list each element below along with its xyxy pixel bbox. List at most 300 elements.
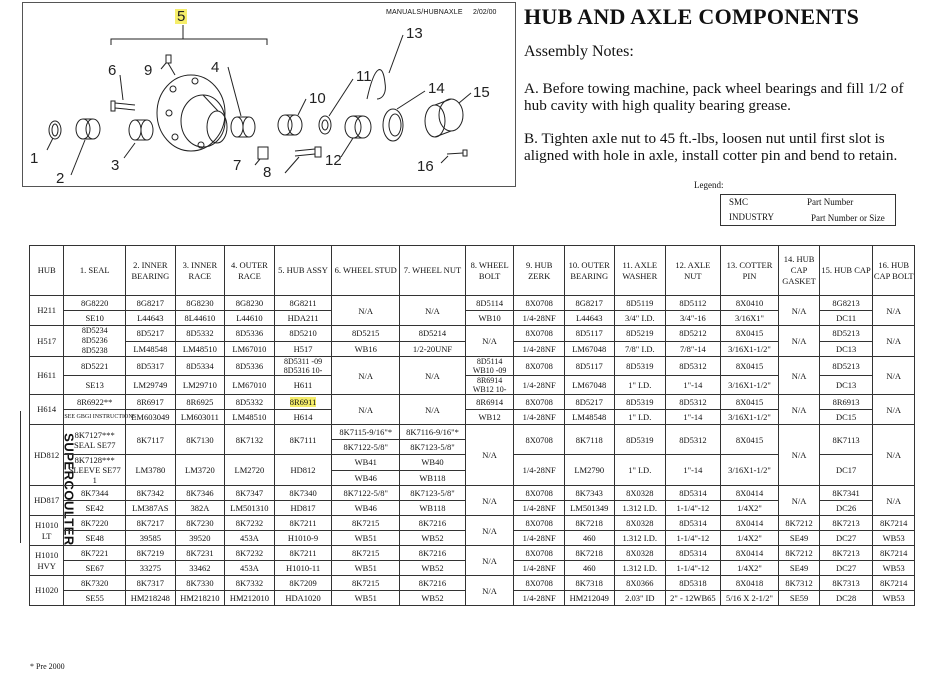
table-cell: 8L44610 xyxy=(175,311,225,326)
table-cell: 8D5312 xyxy=(666,357,721,376)
table-cell: L44643 xyxy=(564,311,614,326)
table-cell: LM67048 xyxy=(564,376,614,395)
table-cell: 1/4-28NF xyxy=(514,341,565,357)
highlighted-part: 8R6911 xyxy=(289,397,317,407)
col-header: 1. SEAL xyxy=(64,246,126,296)
table-cell: 8K7217 xyxy=(126,516,176,531)
table-cell: HM212049 xyxy=(564,591,614,606)
table-cell: 8X0708 xyxy=(514,296,565,311)
table-cell: N/A xyxy=(400,296,466,326)
table-cell: 2" - 12WB65 xyxy=(666,591,721,606)
table-cell: H611 xyxy=(274,376,332,395)
callout-15: 15 xyxy=(473,84,490,101)
table-cell: 8D5219 xyxy=(614,326,666,342)
table-cell: 1/4X2" xyxy=(720,531,779,546)
table-cell: 8K7330 xyxy=(175,576,225,591)
table-cell: DC13 xyxy=(819,376,873,395)
table-cell: WB52 xyxy=(400,591,466,606)
table-row xyxy=(30,326,915,342)
table-cell: LM603011 xyxy=(175,410,225,425)
table-cell: 5/16 X 2-1/2" xyxy=(720,591,779,606)
legend-title: Legend: xyxy=(694,180,724,190)
table-cell: 8K7215 xyxy=(332,576,400,591)
table-cell: DC11 xyxy=(819,311,873,326)
table-cell: 8K7218 xyxy=(564,546,614,561)
table-cell: 8K7213 xyxy=(819,516,873,531)
table-cell: 8X0415 xyxy=(720,425,779,455)
table-row xyxy=(30,395,915,410)
table-cell: 8D5314 xyxy=(666,546,721,561)
hub-cell: H611 xyxy=(30,357,64,395)
table-cell: H517 xyxy=(274,341,332,357)
table-cell: 8K7230 xyxy=(175,516,225,531)
table-cell: 8G8211 xyxy=(274,296,332,311)
col-header: 12. AXLE NUT xyxy=(666,246,721,296)
table-cell: N/A xyxy=(873,486,915,516)
table-cell: 8K7218 xyxy=(564,516,614,531)
table-cell xyxy=(465,376,514,395)
table-cell: 8G8220 xyxy=(64,296,126,311)
table-cell: 1-1/4"-12 xyxy=(666,531,721,546)
table-cell: 8K7216 xyxy=(400,546,466,561)
table-cell: 8K7318 xyxy=(564,576,614,591)
table-cell: 8G8213 xyxy=(819,296,873,311)
table-cell: 8K7231 xyxy=(175,546,225,561)
table-cell: 39520 xyxy=(175,531,225,546)
table-cell: 8K7346 xyxy=(175,486,225,501)
col-header: 16. HUB CAP BOLT xyxy=(873,246,915,296)
table-cell: 8K7343 xyxy=(564,486,614,501)
table-cell: 3/16X1-1/2" xyxy=(720,410,779,425)
table-cell: 1.312 I.D. xyxy=(614,531,666,546)
table-cell: 1/4-28NF xyxy=(514,376,565,395)
table-cell: 1/4-28NF xyxy=(514,561,565,576)
bolt-line: WB12 10- xyxy=(472,385,507,394)
table-cell: DC13 xyxy=(819,341,873,357)
legend-smc: SMC xyxy=(729,197,749,207)
col-header: 2. INNER BEARING xyxy=(126,246,176,296)
table-cell: 8K7211 xyxy=(274,546,332,561)
table-cell: LM48510 xyxy=(175,341,225,357)
table-cell xyxy=(64,326,126,357)
table-cell: N/A xyxy=(873,395,915,425)
callout-7: 7 xyxy=(233,157,242,174)
table-cell: LM48548 xyxy=(564,410,614,425)
table-cell: 3/4"-16 xyxy=(666,311,721,326)
table-cell: 8X0708 xyxy=(514,486,565,501)
table-cell: DC27 xyxy=(819,531,873,546)
table-cell: WB118 xyxy=(400,501,466,516)
table-cell: 8R6914 xyxy=(465,395,514,410)
table-cell: N/A xyxy=(400,357,466,395)
table-cell: WB118 xyxy=(400,470,466,486)
table-cell: WB53 xyxy=(873,591,915,606)
table-cell: 453A xyxy=(225,561,275,576)
table-cell: 8K7215 xyxy=(332,516,400,531)
table-cell: 8K7340 xyxy=(274,486,332,501)
table-cell: 453A xyxy=(225,531,275,546)
seal-line: 8D5234 xyxy=(81,326,108,335)
table-cell: 3/16X1-1/2" xyxy=(720,341,779,357)
table-cell: 8K7232 xyxy=(225,516,275,531)
table-cell: 8K7211 xyxy=(274,516,332,531)
table-cell: 8X0708 xyxy=(514,546,565,561)
table-cell: 8X0328 xyxy=(614,486,666,501)
table-cell: SE13 xyxy=(64,376,126,395)
col-header: 14. HUB CAP GASKET xyxy=(779,246,819,296)
table-cell: 1/4-28NF xyxy=(514,531,565,546)
table-cell: WB51 xyxy=(332,561,400,576)
col-header: 3. INNER RACE xyxy=(175,246,225,296)
callout-4: 4 xyxy=(211,59,220,76)
callout-2: 2 xyxy=(56,170,65,187)
table-cell: 460 xyxy=(564,531,614,546)
table-cell: DC15 xyxy=(819,410,873,425)
hub-line: H1010 xyxy=(35,519,59,530)
table-cell: N/A xyxy=(332,395,400,425)
table-row xyxy=(30,357,915,376)
table-cell: 8D5215 xyxy=(332,326,400,342)
table-cell: H1010-11 xyxy=(274,561,332,576)
table-cell: 8X0410 xyxy=(720,296,779,311)
notes-heading: Assembly Notes: xyxy=(524,43,634,60)
table-cell: 1"-14 xyxy=(666,376,721,395)
table-cell: 3/16X1-1/2" xyxy=(720,455,779,486)
table-cell: 7/8" I.D. xyxy=(614,341,666,357)
table-cell: 8D5319 xyxy=(614,395,666,410)
col-header: HUB xyxy=(30,246,64,296)
table-cell: 8X0418 xyxy=(720,576,779,591)
table-cell: WB51 xyxy=(332,531,400,546)
table-cell: 8D5317 xyxy=(126,357,176,376)
table-cell: N/A xyxy=(332,357,400,395)
hub-line: HVY xyxy=(37,560,56,571)
table-cell: 8D5212 xyxy=(666,326,721,342)
table-cell: SE67 xyxy=(64,561,126,576)
table-cell: 8K7122-5/8" xyxy=(332,486,400,501)
table-cell: 8K7214 xyxy=(873,516,915,531)
table-cell: 1/4-28NF xyxy=(514,591,565,606)
hub-cell: HD817 xyxy=(30,486,64,516)
table-cell: 8K7117 xyxy=(126,425,176,455)
hub-cell: H614 xyxy=(30,395,64,425)
table-cell: N/A xyxy=(465,326,514,357)
table-cell xyxy=(465,357,514,376)
table-cell: H1010-9 xyxy=(274,531,332,546)
page-title: HUB AND AXLE COMPONENTS xyxy=(524,4,860,29)
hub-assy-line: 8D5311 -09 xyxy=(283,357,323,366)
table-cell: 8X0708 xyxy=(514,576,565,591)
table-cell: 8D5336 xyxy=(225,326,275,342)
table-cell: WB53 xyxy=(873,531,915,546)
table-cell: 8X0708 xyxy=(514,425,565,455)
table-cell: 3/16X1" xyxy=(720,311,779,326)
legend-box xyxy=(720,194,896,226)
table-cell: 382A xyxy=(175,501,225,516)
table-cell: LM2720 xyxy=(225,455,275,486)
seal-line: SEAL SE77 xyxy=(73,439,116,450)
table-cell: N/A xyxy=(465,576,514,606)
table-cell: 460 xyxy=(564,561,614,576)
table-cell: 1/4-28NF xyxy=(514,410,565,425)
table-cell: N/A xyxy=(779,425,819,486)
table-cell: LM501349 xyxy=(564,501,614,516)
table-cell: 8D5213 xyxy=(819,326,873,342)
bolt-line: 8D5114 xyxy=(476,357,503,366)
table-cell: LM48510 xyxy=(225,410,275,425)
hub-cell xyxy=(30,516,64,546)
table-cell: 8X0415 xyxy=(720,395,779,410)
table-cell: L44643 xyxy=(126,311,176,326)
manual-date: 2/02/00 xyxy=(473,9,497,16)
table-cell: N/A xyxy=(465,425,514,486)
table-cell: LM67010 xyxy=(225,376,275,395)
table-cell: WB10 xyxy=(465,311,514,326)
seal-line: 8K7127*** xyxy=(74,429,115,440)
col-header: 4. OUTER RACE xyxy=(225,246,275,296)
seal-line: 8K7128*** xyxy=(74,455,115,465)
table-cell: 8K7332 xyxy=(225,576,275,591)
callout-12: 12 xyxy=(325,152,342,169)
table-cell: 3/4" I.D. xyxy=(614,311,666,326)
table-cell: SE49 xyxy=(779,561,819,576)
callout-13: 13 xyxy=(406,25,423,42)
table-cell: 8K7116-9/16"* xyxy=(400,425,466,440)
table-cell: 8K7118 xyxy=(564,425,614,455)
hub-cell: H517 xyxy=(30,326,64,357)
col-header: 11. AXLE WASHER xyxy=(614,246,666,296)
footnote: * Pre 2000 xyxy=(30,662,65,671)
table-row xyxy=(30,546,915,561)
table-cell: LM67048 xyxy=(564,341,614,357)
table-cell: N/A xyxy=(779,326,819,357)
table-cell: 8K7219 xyxy=(126,546,176,561)
table-cell: 8K7312 xyxy=(779,576,819,591)
table-cell: 1" I.D. xyxy=(614,376,666,395)
hub-line: LT xyxy=(41,530,52,541)
table-cell: WB51 xyxy=(332,591,400,606)
table-cell: 8D5314 xyxy=(666,486,721,501)
callout-5: 5 xyxy=(177,8,186,25)
table-cell: 8D5214 xyxy=(400,326,466,342)
table-cell: 1/4-28NF xyxy=(514,501,565,516)
hub-line: H1010 xyxy=(35,549,59,560)
col-header: 7. WHEEL NUT xyxy=(400,246,466,296)
table-cell: SEE GBGI INSTRUCTIONS xyxy=(64,410,126,425)
table-cell: 8K7317 xyxy=(126,576,176,591)
table-cell: HDA1020 xyxy=(274,591,332,606)
table-cell: 8D5114 xyxy=(465,296,514,311)
table-cell: 8D5319 xyxy=(614,357,666,376)
table-cell: 8X0328 xyxy=(614,516,666,531)
table-cell: 8K7216 xyxy=(400,516,466,531)
table-cell: 8K7123-5/8" xyxy=(400,440,466,455)
table-cell: SE59 xyxy=(779,591,819,606)
table-cell: 8D5314 xyxy=(666,516,721,531)
table-cell: 8X0415 xyxy=(720,357,779,376)
table-cell: HD812 xyxy=(274,455,332,486)
table-cell: 8K7212 xyxy=(779,546,819,561)
table-cell: LM387AS xyxy=(126,501,176,516)
hub-cell xyxy=(30,546,64,576)
table-cell xyxy=(64,455,126,486)
table-cell: N/A xyxy=(400,395,466,425)
table-cell: 8X0414 xyxy=(720,486,779,501)
table-cell: 1" I.D. xyxy=(614,455,666,486)
table-cell: N/A xyxy=(465,516,514,546)
table-cell: 8D5312 xyxy=(666,425,721,455)
table-cell: HDA211 xyxy=(274,311,332,326)
table-cell: HM218248 xyxy=(126,591,176,606)
supercoulter-divider xyxy=(20,411,21,543)
table-cell: 8D5112 xyxy=(666,296,721,311)
table-cell: 1"-14 xyxy=(666,410,721,425)
callout-11: 11 xyxy=(356,68,372,85)
hub-cell: H1020 xyxy=(30,576,64,606)
table-cell: SE49 xyxy=(779,531,819,546)
table-cell: 8X0708 xyxy=(514,516,565,531)
table-cell: WB16 xyxy=(332,341,400,357)
table-cell: 8D5332 xyxy=(175,326,225,342)
callout-14: 14 xyxy=(428,80,445,97)
table-cell: N/A xyxy=(779,395,819,425)
callout-1: 1 xyxy=(30,150,39,167)
table-cell: 8K7221 xyxy=(64,546,126,561)
table-cell: LM29710 xyxy=(175,376,225,395)
table-cell: 2.03" ID xyxy=(614,591,666,606)
col-header: 15. HUB CAP xyxy=(819,246,873,296)
table-cell: 8K7214 xyxy=(873,576,915,591)
table-cell: 1-1/4"-12 xyxy=(666,561,721,576)
table-cell: 8D5334 xyxy=(175,357,225,376)
table-cell: 8K7342 xyxy=(126,486,176,501)
table-cell: 1.312 I.D. xyxy=(614,561,666,576)
table-cell: 8K7216 xyxy=(400,576,466,591)
table-cell: 8D5221 xyxy=(64,357,126,376)
table-cell: N/A xyxy=(779,486,819,516)
table-cell: 8K7344 xyxy=(64,486,126,501)
table-cell: 1-1/4"-12 xyxy=(666,501,721,516)
table-cell: 8D5210 xyxy=(274,326,332,342)
table-cell: LM48548 xyxy=(126,341,176,357)
callout-3: 3 xyxy=(111,157,120,174)
table-cell: 8D5217 xyxy=(126,326,176,342)
table-cell: 8D5117 xyxy=(564,326,614,342)
table-cell: 8D5213 xyxy=(819,357,873,376)
table-cell: WB41 xyxy=(332,455,400,471)
table-cell: WB40 xyxy=(400,455,466,471)
table-cell: SE10 xyxy=(64,311,126,326)
table-cell: DC26 xyxy=(819,501,873,516)
table-cell: 8G8217 xyxy=(126,296,176,311)
supercoulter-label: SUPERCOULTER xyxy=(61,433,77,546)
table-cell: 7/8"-14 xyxy=(666,341,721,357)
table-cell: 8K7209 xyxy=(274,576,332,591)
seal-line: 8D5238 xyxy=(81,346,108,355)
hub-assy-line: 8D5316 10- xyxy=(283,366,323,375)
table-cell: 8X0414 xyxy=(720,546,779,561)
callout-9: 9 xyxy=(144,62,153,79)
table-cell: N/A xyxy=(332,296,400,326)
table-cell: HM212010 xyxy=(225,591,275,606)
table-cell: 8K7220 xyxy=(64,516,126,531)
table-cell: LM2790 xyxy=(564,455,614,486)
table-cell: 8K7123-5/8" xyxy=(400,486,466,501)
legend-industry-desc: Part Number or Size xyxy=(811,213,885,223)
table-cell: 39585 xyxy=(126,531,176,546)
col-header: 10. OUTER BEARING xyxy=(564,246,614,296)
table-cell: 8R6913 xyxy=(819,395,873,410)
table-cell: LM501310 xyxy=(225,501,275,516)
table-cell: HD817 xyxy=(274,501,332,516)
callout-8: 8 xyxy=(263,164,272,181)
table-cell: 8D5332 xyxy=(225,395,275,410)
table-cell: 8K7130 xyxy=(175,425,225,455)
exploded-diagram xyxy=(22,2,516,187)
table-cell: WB52 xyxy=(400,561,466,576)
table-cell: 8K7215 xyxy=(332,546,400,561)
table-cell: 8D5119 xyxy=(614,296,666,311)
table-row xyxy=(30,425,915,440)
table-cell xyxy=(274,357,332,376)
table-cell: 8K7341 xyxy=(819,486,873,501)
hub-cell: HD812 xyxy=(30,425,64,486)
table-cell: 8D5217 xyxy=(564,395,614,410)
seal-line: 1 xyxy=(92,475,97,485)
col-header: 13. COTTER PIN xyxy=(720,246,779,296)
table-row xyxy=(30,486,915,501)
table-cell: L44610 xyxy=(225,311,275,326)
table-cell: 8K7115-9/16"* xyxy=(332,425,400,440)
table-cell: 8D5117 xyxy=(564,357,614,376)
table-cell: 8K7111 xyxy=(274,425,332,455)
legend-smc-desc: Part Number xyxy=(807,197,854,207)
table-cell: 8X0708 xyxy=(514,357,565,376)
table-cell: 8K7320 xyxy=(64,576,126,591)
note-a: A. Before towing machine, pack wheel bearings and fill 1/2 of hub cavity with high quality bearing grease. xyxy=(524,80,904,114)
table-cell: 8K7232 xyxy=(225,546,275,561)
table-cell: WB46 xyxy=(332,501,400,516)
table-cell: 8K7122-5/8" xyxy=(332,440,400,455)
table-cell: 1"-14 xyxy=(666,455,721,486)
table-row xyxy=(30,516,915,531)
table-cell: N/A xyxy=(873,357,915,395)
table-cell: WB12 xyxy=(465,410,514,425)
table-cell: DC28 xyxy=(819,591,873,606)
seal-line: 8D5236 xyxy=(81,336,108,345)
table-cell: WB52 xyxy=(400,531,466,546)
table-cell: 1/4X2" xyxy=(720,501,779,516)
table-cell: 8X0328 xyxy=(614,546,666,561)
table-cell: 33275 xyxy=(126,561,176,576)
table-cell: 8G8230 xyxy=(225,296,275,311)
table-cell: 1/2-20UNF xyxy=(400,341,466,357)
header-row xyxy=(30,246,915,296)
table-cell: 3/16X1-1/2" xyxy=(720,376,779,395)
table-cell: 8X0708 xyxy=(514,326,565,342)
table-cell: 1/4-28NF xyxy=(514,311,565,326)
table-cell: 8R6925 xyxy=(175,395,225,410)
table-cell: 8K7313 xyxy=(819,576,873,591)
table-cell: SE48 xyxy=(64,531,126,546)
callout-6: 6 xyxy=(108,62,117,79)
col-header: 6. WHEEL STUD xyxy=(332,246,400,296)
table-cell: 1.312 I.D. xyxy=(614,501,666,516)
note-b: B. Tighten axle nut to 45 ft.-lbs, loosen nut until first slot is aligned with hole in axle, install cotter pin and bend to retain. xyxy=(524,130,898,164)
table-cell: 8K7214 xyxy=(873,546,915,561)
bolt-line: WB10 -09 xyxy=(472,366,507,375)
parts-table xyxy=(29,245,915,606)
